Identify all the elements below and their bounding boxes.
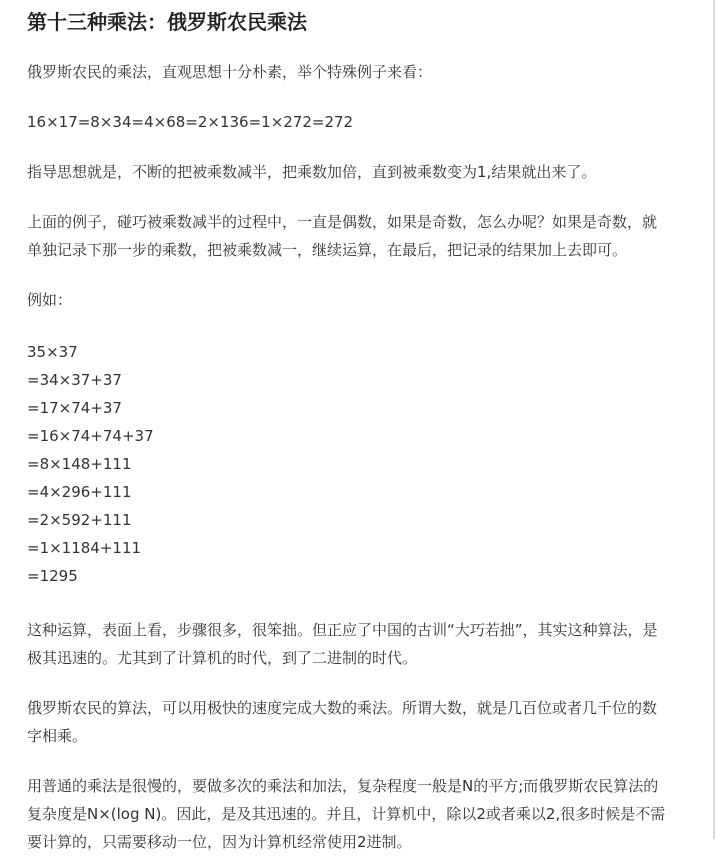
calculation-step: =17×74+37 [27,399,122,417]
paragraph-line: 用普通的乘法是很慢的，要做多次的乘法和加法，复杂程度一般是N的平方;而俄罗斯农民算法的 [27,777,659,795]
odd-case-paragraph [27,208,699,264]
calculation-step: =1×1184+111 [27,539,142,557]
paragraph-line: 单独记录下那一步的乘数，把被乘数减一，继续运算，在最后，把记录的结果加上去即可。 [27,241,628,259]
paragraph-line: 这种运算，表面上看，步骤很多，很笨拙。但正应了中国的古训“大巧若拙”，其实这种算法，是 [27,621,658,639]
calculation-step: =8×148+111 [27,455,132,473]
equation-line: 16×17=8×34=4×68=2×136=1×272=272 [27,113,354,131]
article [27,0,699,856]
guide-paragraph: 指导思想就是，不断的把被乘数减半，把乘数加倍，直到被乘数变为1,结果就出来了。 [27,163,597,181]
paragraph-line: 字相乘。 [27,727,88,745]
speed-paragraph [27,616,699,672]
calculation-step: 35×37 [27,343,78,361]
paragraph-line: 极其迅速的。尤其到了计算机的时代，到了二进制的时代。 [27,649,418,667]
calculation-block [27,338,699,590]
calculation-step: =1295 [27,567,78,585]
calculation-step: =34×37+37 [27,371,122,389]
complexity-paragraph [27,772,699,856]
calculation-step: =4×296+111 [27,483,132,501]
calculation-step: =2×592+111 [27,511,132,529]
paragraph-line: 上面的例子，碰巧被乘数减半的过程中，一直是偶数，如果是奇数，怎么办呢？如果是奇数，就 [27,213,658,231]
big-number-paragraph [27,694,699,750]
paragraph-line: 俄罗斯农民的算法，可以用极快的速度完成大数的乘法。所谓大数，就是几百位或者几千位的数 [27,699,658,717]
paragraph-line: 复杂度是N×(log N)。因此，是及其迅速的。并且，计算机中，除以2或者乘以2,很多时候是不需 [27,805,666,823]
paragraph-line: 要计算的，只需要移动一位，因为计算机经常使用2进制。 [27,833,412,851]
example-label: 例如： [27,291,73,309]
calculation-step: =16×74+74+37 [27,427,154,445]
intro-paragraph: 俄罗斯农民的乘法，直观思想十分朴素，举个特殊例子来看： [27,63,433,81]
article-title: 第十三种乘法：俄罗斯农民乘法 [27,10,307,34]
